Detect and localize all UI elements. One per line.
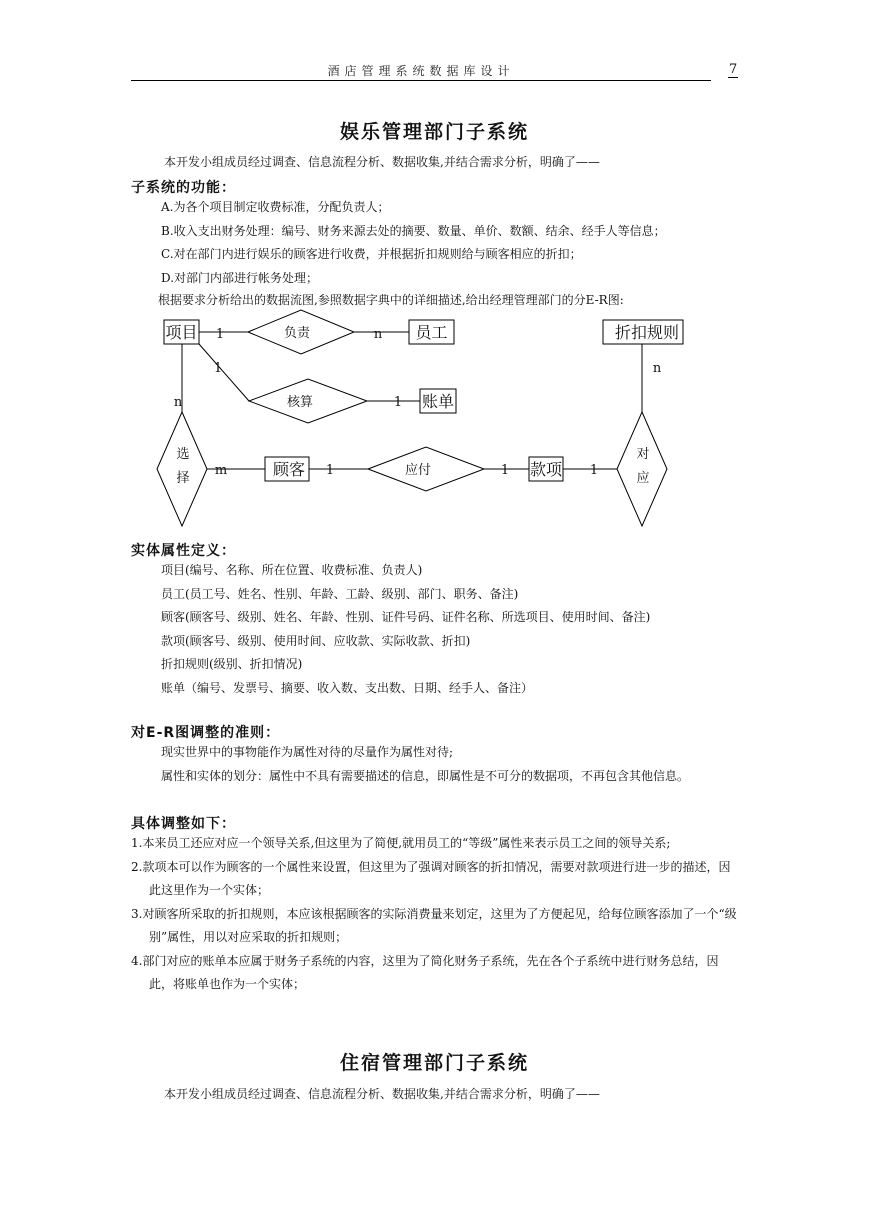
entity-discount-rule: 折扣规则 [614, 323, 680, 342]
function-item: D.对部门内部进行帐务处理； [161, 270, 319, 285]
attributes-list [161, 559, 650, 700]
cardinality-pay-item: 1 [500, 463, 510, 478]
principle-item: 现实世界中的事物能作为属性对待的尽量作为属性对待; [161, 745, 454, 759]
cardinality-responsible-employee: n [373, 327, 383, 342]
attribute-item: 账单（编号、发票号、摘要、收入数、支出数、日期、经手人、备注） [161, 680, 534, 695]
cardinality-select-customer: m [214, 463, 228, 478]
attribute-item: 员工(员工号、姓名、性别、年龄、工龄、级别、部门、职务、备注) [161, 586, 519, 601]
er-intro: 根据要求分析给出的数据流图,参照数据字典中的详细描述,给出经理管理部门的分E-R图: [158, 293, 624, 307]
page-number: 7 [729, 62, 738, 77]
section-title: 娱乐管理部门子系统 [339, 121, 529, 143]
function-item: A.为各个项目制定收费标准，分配负责人； [161, 200, 390, 214]
attributes-heading: 实体属性定义： [131, 543, 236, 559]
cardinality-rule-correspond: n [652, 361, 662, 376]
adjustments-heading: 具体调整如下： [131, 816, 236, 832]
section2-title: 住宿管理部门子系统 [339, 1052, 529, 1074]
relation-correspond-char-1: 对 [636, 447, 650, 462]
attribute-item: 顾客(顾客号、级别、姓名、年龄、性别、证件号码、证件名称、所选项目、使用时间、备注) [161, 610, 651, 624]
adjustment-item: 3.对顾客所采取的折扣规则，本应该根据顾客的实际消费量来划定，这里为了方便起见，给每位顾客添加了一个“级别”属性，用以对应采取的折扣规则； [131, 906, 737, 944]
header-title: 酒店管理系统数据库设计 [327, 64, 515, 78]
cardinality-project-select: n [173, 395, 183, 410]
relation-select-char-2: 择 [176, 471, 190, 486]
principles-list [161, 741, 689, 788]
entity-customer: 顾客 [272, 460, 306, 479]
relation-select-shape [157, 412, 207, 526]
adjustment-item: 2.款项本可以作为顾客的一个属性来设置，但这里为了强调对顾客的折扣情况，需要对款项进行进一步的描述，因此这里作为一个实体； [131, 859, 731, 897]
entity-payment-item: 款项 [529, 460, 563, 479]
attribute-item: 项目(编号、名称、所在位置、收费标准、负责人) [161, 563, 423, 577]
attribute-item: 款项(顾客号、级别、使用时间、应收款、实际收款、折扣) [161, 633, 471, 648]
attribute-item: 折扣规则(级别、折扣情况) [161, 657, 303, 671]
cardinality-project-responsible: 1 [215, 327, 225, 342]
functions-heading: 子系统的功能： [131, 180, 236, 196]
entity-account: 账单 [421, 392, 455, 411]
principles-heading: 对E-R图调整的准则： [131, 725, 281, 741]
cardinality-customer-pay: 1 [325, 463, 335, 478]
cardinality-project-audit: 1 [213, 361, 223, 376]
cardinality-item-correspond: 1 [589, 463, 599, 478]
function-item: C.对在部门内进行娱乐的顾客进行收费，并根据折扣规则给与顾客相应的折扣； [161, 247, 582, 261]
relation-pay: 应付 [404, 463, 432, 478]
cardinality-audit-account: 1 [393, 395, 403, 410]
relation-correspond-char-2: 应 [636, 471, 650, 486]
function-item: B.收入支出财务处理：编号、财务来源去处的摘要、数量、单价、数额、结余、经手人等信息； [161, 223, 666, 238]
section2-intro: 本开发小组成员经过调查、信息流程分析、数据收集,并结合需求分析，明确了—— [164, 1087, 600, 1101]
line-project-audit [199, 344, 249, 401]
adjustment-item: 4.部门对应的账单本应属于财务子系统的内容，这里为了简化财务子系统，先在各个子系统中进行财务总结，因此，将账单也作为一个实体； [131, 953, 719, 991]
relation-responsible: 负责 [283, 326, 311, 341]
entity-employee: 员工 [415, 323, 448, 342]
entity-project: 项目 [165, 323, 198, 342]
adjustments-list [131, 832, 741, 997]
adjustment-item: 1.本来员工还应对应一个领导关系,但这里为了简便,就用员工的“等级”属性来表示员工之间的领导关系; [131, 836, 671, 850]
principle-item: 属性和实体的划分：属性中不具有需要描述的信息，即属性是不可分的数据项，不再包含其他信息。 [161, 768, 690, 783]
relation-select-char-1: 选 [176, 447, 190, 462]
section-intro: 本开发小组成员经过调查、信息流程分析、数据收集,并结合需求分析，明确了—— [164, 155, 600, 169]
relation-correspond-shape [617, 412, 667, 526]
relation-audit: 核算 [286, 395, 314, 410]
